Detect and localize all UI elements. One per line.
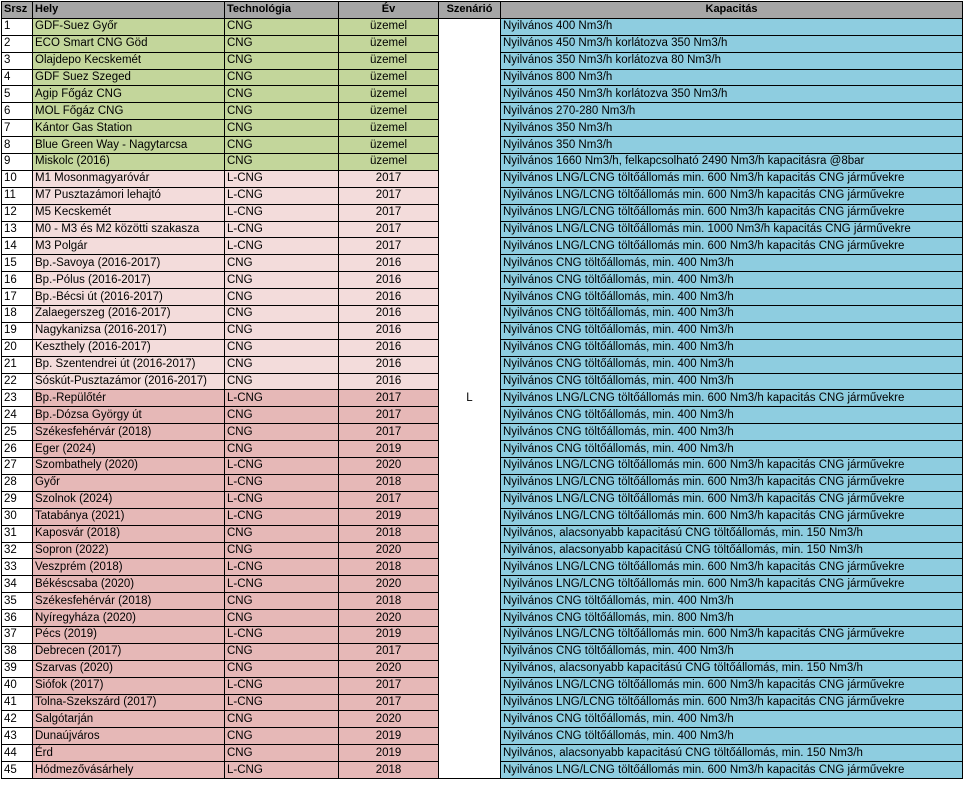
ev-cell[interactable]: 2016 [339,356,439,373]
srsz-cell[interactable]: 20 [2,339,33,356]
technologia-cell[interactable]: L-CNG [225,474,339,491]
srsz-cell[interactable]: 11 [2,187,33,204]
srsz-cell[interactable]: 2 [2,35,33,52]
kapacitas-cell[interactable]: Nyilvános CNG töltőállomás, min. 400 Nm3/h [501,322,963,339]
kapacitas-cell[interactable]: Nyilvános LNG/LCNG töltőállomás min. 600 Nm3/h kapacitás CNG járművekre [501,576,963,593]
hely-cell[interactable]: Győr [33,474,225,491]
kapacitas-cell[interactable]: Nyilvános LNG/LCNG töltőállomás min. 1000 Nm3/h kapacitás CNG járművekre [501,221,963,238]
srsz-cell[interactable]: 15 [2,255,33,272]
kapacitas-cell[interactable]: Nyilvános, alacsonyabb kapacitású CNG töltőállomás, min. 150 Nm3/h [501,745,963,762]
ev-cell[interactable]: 2017 [339,187,439,204]
ev-cell[interactable]: 2020 [339,458,439,475]
technologia-cell[interactable]: CNG [225,424,339,441]
hely-cell[interactable]: Blue Green Way - Nagytarcsa [33,137,225,154]
kapacitas-cell[interactable]: Nyilvános LNG/LCNG töltőállomás min. 600 Nm3/h kapacitás CNG járművekre [501,187,963,204]
srsz-cell[interactable]: 29 [2,491,33,508]
technologia-cell[interactable]: CNG [225,356,339,373]
technologia-cell[interactable]: CNG [225,52,339,69]
hely-cell[interactable]: Nyíregyháza (2020) [33,610,225,627]
hely-cell[interactable]: MOL Főgáz CNG [33,103,225,120]
technologia-cell[interactable]: CNG [225,593,339,610]
ev-cell[interactable]: 2020 [339,542,439,559]
hely-cell[interactable]: Tatabánya (2021) [33,508,225,525]
technologia-cell[interactable]: CNG [225,373,339,390]
hely-cell[interactable]: GDF Suez Szeged [33,69,225,86]
kapacitas-cell[interactable]: Nyilvános, alacsonyabb kapacitású CNG töltőállomás, min. 150 Nm3/h [501,660,963,677]
technologia-cell[interactable]: L-CNG [225,626,339,643]
kapacitas-cell[interactable]: Nyilvános, alacsonyabb kapacitású CNG töltőállomás, min. 150 Nm3/h [501,542,963,559]
kapacitas-cell[interactable]: Nyilvános CNG töltőállomás, min. 400 Nm3/h [501,441,963,458]
srsz-cell[interactable]: 24 [2,407,33,424]
ev-cell[interactable]: 2016 [339,306,439,323]
kapacitas-cell[interactable]: Nyilvános LNG/LCNG töltőállomás min. 600 Nm3/h kapacitás CNG járművekre [501,677,963,694]
ev-cell[interactable]: 2018 [339,525,439,542]
hely-cell[interactable]: M3 Polgár [33,238,225,255]
srsz-cell[interactable]: 6 [2,103,33,120]
srsz-cell[interactable]: 45 [2,762,33,779]
hely-cell[interactable]: Székesfehérvár (2018) [33,593,225,610]
srsz-cell[interactable]: 32 [2,542,33,559]
ev-cell[interactable]: 2016 [339,322,439,339]
technologia-cell[interactable]: CNG [225,154,339,171]
srsz-cell[interactable]: 38 [2,643,33,660]
kapacitas-cell[interactable]: Nyilvános 350 Nm3/h korlátozva 80 Nm3/h [501,52,963,69]
srsz-cell[interactable]: 31 [2,525,33,542]
technologia-cell[interactable]: CNG [225,610,339,627]
srsz-cell[interactable]: 27 [2,458,33,475]
header-hely[interactable]: Hely [33,2,225,19]
technologia-cell[interactable]: CNG [225,711,339,728]
kapacitas-cell[interactable]: Nyilvános LNG/LCNG töltőállomás min. 600 Nm3/h kapacitás CNG járművekre [501,474,963,491]
kapacitas-cell[interactable]: Nyilvános CNG töltőállomás, min. 400 Nm3/h [501,255,963,272]
hely-cell[interactable]: Pécs (2019) [33,626,225,643]
hely-cell[interactable]: Veszprém (2018) [33,559,225,576]
ev-cell[interactable]: 2016 [339,339,439,356]
ev-cell[interactable]: üzemel [339,103,439,120]
ev-cell[interactable]: üzemel [339,137,439,154]
hely-cell[interactable]: Békéscsaba (2020) [33,576,225,593]
technologia-cell[interactable]: L-CNG [225,559,339,576]
hely-cell[interactable]: Szarvas (2020) [33,660,225,677]
hely-cell[interactable]: Keszthely (2016-2017) [33,339,225,356]
srsz-cell[interactable]: 4 [2,69,33,86]
kapacitas-cell[interactable]: Nyilvános CNG töltőállomás, min. 400 Nm3/h [501,339,963,356]
hely-cell[interactable]: Debrecen (2017) [33,643,225,660]
ev-cell[interactable]: üzemel [339,52,439,69]
kapacitas-cell[interactable]: Nyilvános CNG töltőállomás, min. 400 Nm3/h [501,289,963,306]
ev-cell[interactable]: 2017 [339,424,439,441]
technologia-cell[interactable]: L-CNG [225,170,339,187]
kapacitas-cell[interactable]: Nyilvános, alacsonyabb kapacitású CNG töltőállomás, min. 150 Nm3/h [501,525,963,542]
srsz-cell[interactable]: 14 [2,238,33,255]
szenario-cell[interactable]: L [439,18,501,778]
technologia-cell[interactable]: CNG [225,35,339,52]
srsz-cell[interactable]: 44 [2,745,33,762]
hely-cell[interactable]: Hódmezővásárhely [33,762,225,779]
srsz-cell[interactable]: 13 [2,221,33,238]
srsz-cell[interactable]: 40 [2,677,33,694]
kapacitas-cell[interactable]: Nyilvános CNG töltőállomás, min. 400 Nm3/h [501,356,963,373]
ev-cell[interactable]: 2016 [339,272,439,289]
hely-cell[interactable]: Bp.-Repülőtér [33,390,225,407]
technologia-cell[interactable]: L-CNG [225,204,339,221]
header-ev[interactable]: Év [339,2,439,19]
srsz-cell[interactable]: 5 [2,86,33,103]
header-kapacitas[interactable]: Kapacitás [501,2,963,19]
kapacitas-cell[interactable]: Nyilvános CNG töltőállomás, min. 400 Nm3/h [501,728,963,745]
technologia-cell[interactable]: L-CNG [225,221,339,238]
technologia-cell[interactable]: CNG [225,339,339,356]
srsz-cell[interactable]: 26 [2,441,33,458]
hely-cell[interactable]: Bp.-Savoya (2016-2017) [33,255,225,272]
ev-cell[interactable]: 2016 [339,373,439,390]
ev-cell[interactable]: 2018 [339,559,439,576]
hely-cell[interactable]: Dunaújváros [33,728,225,745]
ev-cell[interactable]: üzemel [339,154,439,171]
kapacitas-cell[interactable]: Nyilvános LNG/LCNG töltőállomás min. 600 Nm3/h kapacitás CNG járművekre [501,238,963,255]
ev-cell[interactable]: üzemel [339,86,439,103]
kapacitas-cell[interactable]: Nyilvános CNG töltőállomás, min. 400 Nm3/h [501,407,963,424]
kapacitas-cell[interactable]: Nyilvános LNG/LCNG töltőállomás min. 600 Nm3/h kapacitás CNG járművekre [501,390,963,407]
kapacitas-cell[interactable]: Nyilvános 1660 Nm3/h, felkapcsolható 2490 Nm3/h kapacitásra @8bar [501,154,963,171]
technologia-cell[interactable]: CNG [225,86,339,103]
srsz-cell[interactable]: 33 [2,559,33,576]
srsz-cell[interactable]: 3 [2,52,33,69]
technologia-cell[interactable]: L-CNG [225,677,339,694]
technologia-cell[interactable]: CNG [225,525,339,542]
srsz-cell[interactable]: 19 [2,322,33,339]
kapacitas-cell[interactable]: Nyilvános LNG/LCNG töltőállomás min. 600 Nm3/h kapacitás CNG járművekre [501,626,963,643]
technologia-cell[interactable]: L-CNG [225,762,339,779]
table-row [2,18,963,35]
hely-cell[interactable]: M7 Pusztazámori lehajtó [33,187,225,204]
technologia-cell[interactable]: L-CNG [225,238,339,255]
ev-cell[interactable]: 2020 [339,610,439,627]
technologia-cell[interactable]: CNG [225,542,339,559]
ev-cell[interactable]: üzemel [339,18,439,35]
ev-cell[interactable]: 2017 [339,170,439,187]
ev-cell[interactable]: 2018 [339,593,439,610]
srsz-cell[interactable]: 25 [2,424,33,441]
technologia-cell[interactable]: L-CNG [225,187,339,204]
hely-cell[interactable]: M1 Mosonmagyaróvár [33,170,225,187]
srsz-cell[interactable]: 41 [2,694,33,711]
hely-cell[interactable]: GDF-Suez Győr [33,18,225,35]
technologia-cell[interactable]: CNG [225,120,339,137]
ev-cell[interactable]: 2020 [339,711,439,728]
kapacitas-cell[interactable]: Nyilvános LNG/LCNG töltőállomás min. 600 Nm3/h kapacitás CNG járművekre [501,762,963,779]
kapacitas-cell[interactable]: Nyilvános LNG/LCNG töltőállomás min. 600 Nm3/h kapacitás CNG járművekre [501,458,963,475]
ev-cell[interactable]: 2017 [339,491,439,508]
hely-cell[interactable]: Eger (2024) [33,441,225,458]
srsz-cell[interactable]: 21 [2,356,33,373]
technologia-cell[interactable]: CNG [225,289,339,306]
ev-cell[interactable]: 2017 [339,643,439,660]
srsz-cell[interactable]: 42 [2,711,33,728]
srsz-cell[interactable]: 7 [2,120,33,137]
hely-cell[interactable]: M0 - M3 és M2 közötti szakasza [33,221,225,238]
hely-cell[interactable]: Olajdepo Kecskemét [33,52,225,69]
hely-cell[interactable]: Salgótarján [33,711,225,728]
srsz-cell[interactable]: 10 [2,170,33,187]
technologia-cell[interactable]: CNG [225,272,339,289]
kapacitas-cell[interactable]: Nyilvános LNG/LCNG töltőállomás min. 600 Nm3/h kapacitás CNG járművekre [501,694,963,711]
srsz-cell[interactable]: 28 [2,474,33,491]
kapacitas-cell[interactable]: Nyilvános 350 Nm3/h [501,120,963,137]
hely-cell[interactable]: M5 Kecskemét [33,204,225,221]
srsz-cell[interactable]: 18 [2,306,33,323]
kapacitas-cell[interactable]: Nyilvános CNG töltőállomás, min. 400 Nm3/h [501,424,963,441]
technologia-cell[interactable]: CNG [225,322,339,339]
kapacitas-cell[interactable]: Nyilvános LNG/LCNG töltőállomás min. 600 Nm3/h kapacitás CNG járművekre [501,508,963,525]
kapacitas-cell[interactable]: Nyilvános 350 Nm3/h [501,137,963,154]
ev-cell[interactable]: 2017 [339,677,439,694]
hely-cell[interactable]: Kaposvár (2018) [33,525,225,542]
srsz-cell[interactable]: 37 [2,626,33,643]
kapacitas-cell[interactable]: Nyilvános LNG/LCNG töltőállomás min. 600 Nm3/h kapacitás CNG járművekre [501,491,963,508]
ev-cell[interactable]: üzemel [339,120,439,137]
kapacitas-cell[interactable]: Nyilvános 400 Nm3/h [501,18,963,35]
hely-cell[interactable]: Nagykanizsa (2016-2017) [33,322,225,339]
ev-cell[interactable]: 2016 [339,255,439,272]
header-row [2,2,963,19]
kapacitas-cell[interactable]: Nyilvános 450 Nm3/h korlátozva 350 Nm3/h [501,35,963,52]
technologia-cell[interactable]: CNG [225,407,339,424]
ev-cell[interactable]: 2017 [339,694,439,711]
hely-cell[interactable]: Székesfehérvár (2018) [33,424,225,441]
technologia-cell[interactable]: L-CNG [225,458,339,475]
hely-cell[interactable]: Sóskút-Pusztazámor (2016-2017) [33,373,225,390]
technologia-cell[interactable]: CNG [225,103,339,120]
srsz-cell[interactable]: 8 [2,137,33,154]
srsz-cell[interactable]: 22 [2,373,33,390]
srsz-cell[interactable]: 17 [2,289,33,306]
srsz-cell[interactable]: 12 [2,204,33,221]
ev-cell[interactable]: 2017 [339,238,439,255]
hely-cell[interactable]: Szolnok (2024) [33,491,225,508]
technologia-cell[interactable]: L-CNG [225,694,339,711]
technologia-cell[interactable]: L-CNG [225,508,339,525]
hely-cell[interactable]: Miskolc (2016) [33,154,225,171]
hely-cell[interactable]: Bp.-Dózsa György út [33,407,225,424]
ev-cell[interactable]: üzemel [339,69,439,86]
ev-cell[interactable]: 2019 [339,728,439,745]
hely-cell[interactable]: Bp.-Pólus (2016-2017) [33,272,225,289]
stations-table [1,1,963,779]
ev-cell[interactable]: 2019 [339,745,439,762]
ev-cell[interactable]: 2019 [339,626,439,643]
header-technologia[interactable]: Technológia [225,2,339,19]
hely-cell[interactable]: Kántor Gas Station [33,120,225,137]
kapacitas-cell[interactable]: Nyilvános LNG/LCNG töltőállomás min. 600 Nm3/h kapacitás CNG járművekre [501,559,963,576]
hely-cell[interactable]: Bp.-Bécsi út (2016-2017) [33,289,225,306]
ev-cell[interactable]: 2017 [339,204,439,221]
kapacitas-cell[interactable]: Nyilvános LNG/LCNG töltőállomás min. 600 Nm3/h kapacitás CNG járművekre [501,170,963,187]
technologia-cell[interactable]: L-CNG [225,390,339,407]
kapacitas-cell[interactable]: Nyilvános LNG/LCNG töltőállomás min. 600 Nm3/h kapacitás CNG járművekre [501,204,963,221]
technologia-cell[interactable]: CNG [225,255,339,272]
technologia-cell[interactable]: CNG [225,69,339,86]
srsz-cell[interactable]: 23 [2,390,33,407]
srsz-cell[interactable]: 30 [2,508,33,525]
hely-cell[interactable]: Zalaegerszeg (2016-2017) [33,306,225,323]
srsz-cell[interactable]: 34 [2,576,33,593]
technologia-cell[interactable]: L-CNG [225,576,339,593]
technologia-cell[interactable]: CNG [225,728,339,745]
ev-cell[interactable]: 2017 [339,390,439,407]
hely-cell[interactable]: Tolna-Szekszárd (2017) [33,694,225,711]
technologia-cell[interactable]: CNG [225,660,339,677]
srsz-cell[interactable]: 39 [2,660,33,677]
srsz-cell[interactable]: 43 [2,728,33,745]
srsz-cell[interactable]: 35 [2,593,33,610]
hely-cell[interactable]: Érd [33,745,225,762]
kapacitas-cell[interactable]: Nyilvános CNG töltőállomás, min. 400 Nm3/h [501,306,963,323]
header-szenario[interactable]: Szenárió [439,2,501,19]
hely-cell[interactable]: Siófok (2017) [33,677,225,694]
kapacitas-cell[interactable]: Nyilvános CNG töltőállomás, min. 800 Nm3/h [501,610,963,627]
ev-cell[interactable]: 2017 [339,407,439,424]
hely-cell[interactable]: Agip Főgáz CNG [33,86,225,103]
kapacitas-cell[interactable]: Nyilvános CNG töltőállomás, min. 400 Nm3/h [501,643,963,660]
kapacitas-cell[interactable]: Nyilvános CNG töltőállomás, min. 400 Nm3/h [501,373,963,390]
kapacitas-cell[interactable]: Nyilvános CNG töltőállomás, min. 400 Nm3/h [501,593,963,610]
technologia-cell[interactable]: CNG [225,137,339,154]
hely-cell[interactable]: Szombathely (2020) [33,458,225,475]
srsz-cell[interactable]: 36 [2,610,33,627]
kapacitas-cell[interactable]: Nyilvános CNG töltőállomás, min. 400 Nm3/h [501,272,963,289]
ev-cell[interactable]: 2017 [339,221,439,238]
srsz-cell[interactable]: 9 [2,154,33,171]
ev-cell[interactable]: 2019 [339,508,439,525]
kapacitas-cell[interactable]: Nyilvános 800 Nm3/h [501,69,963,86]
srsz-cell[interactable]: 1 [2,18,33,35]
ev-cell[interactable]: 2016 [339,289,439,306]
ev-cell[interactable]: 2020 [339,660,439,677]
hely-cell[interactable]: ECO Smart CNG Göd [33,35,225,52]
kapacitas-cell[interactable]: Nyilvános 450 Nm3/h korlátozva 350 Nm3/h [501,86,963,103]
technologia-cell[interactable]: CNG [225,643,339,660]
hely-cell[interactable]: Sopron (2022) [33,542,225,559]
srsz-cell[interactable]: 16 [2,272,33,289]
kapacitas-cell[interactable]: Nyilvános CNG töltőállomás, min. 400 Nm3/h [501,711,963,728]
technologia-cell[interactable]: CNG [225,18,339,35]
ev-cell[interactable]: 2018 [339,762,439,779]
technologia-cell[interactable]: CNG [225,745,339,762]
technologia-cell[interactable]: CNG [225,306,339,323]
ev-cell[interactable]: üzemel [339,35,439,52]
technologia-cell[interactable]: CNG [225,441,339,458]
ev-cell[interactable]: 2019 [339,441,439,458]
kapacitas-cell[interactable]: Nyilvános 270-280 Nm3/h [501,103,963,120]
hely-cell[interactable]: Bp. Szentendrei út (2016-2017) [33,356,225,373]
technologia-cell[interactable]: L-CNG [225,491,339,508]
header-srsz[interactable]: Srsz [2,2,33,19]
ev-cell[interactable]: 2018 [339,474,439,491]
ev-cell[interactable]: 2020 [339,576,439,593]
